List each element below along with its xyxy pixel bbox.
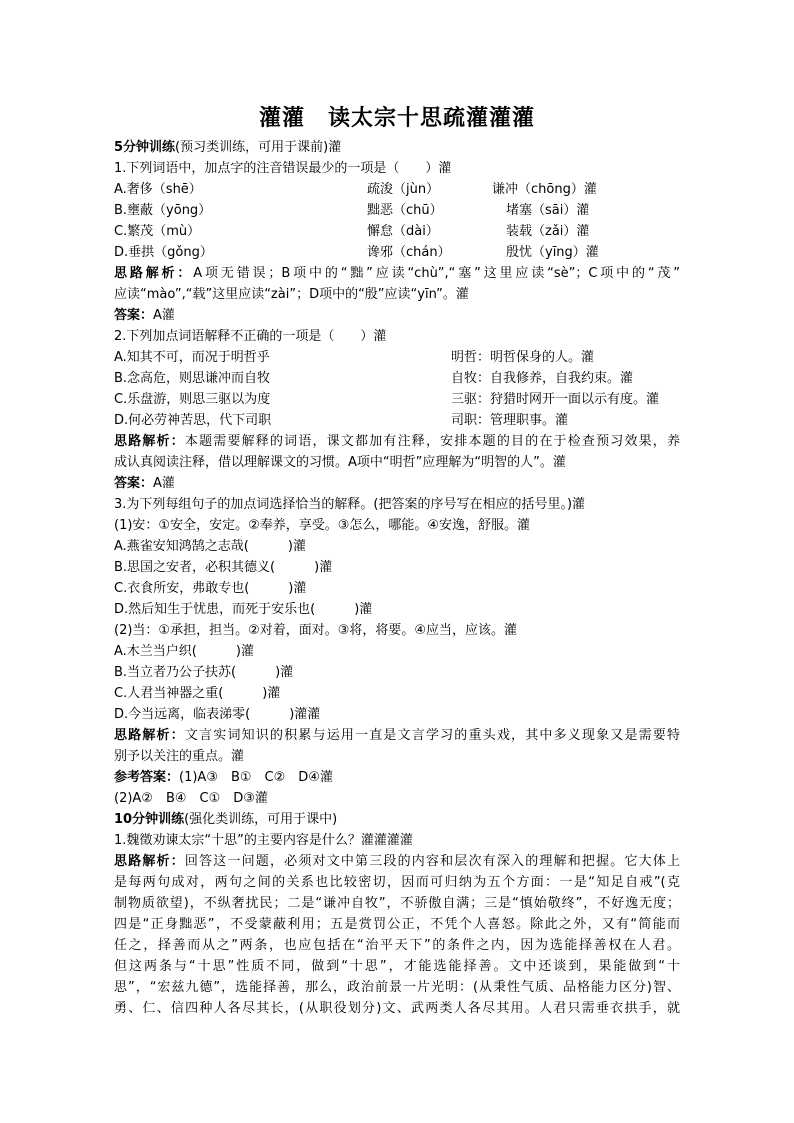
q3-item: A.木兰当户织( )灌: [114, 644, 254, 659]
analysis-text: 文言实词知识的积累与运用一直是文言学习的重头戏，其中多义现象又是需要特: [184, 728, 680, 743]
option-sentence: B.念高危，则思谦冲而自牧: [114, 371, 271, 386]
q2-option-row: [114, 369, 634, 389]
q3-item: A.燕雀安知鸿鹄之志哉( )灌: [114, 539, 306, 554]
analysis-text: 本题需要解释的词语，课文都加有注释，安排本题的目的在于检查预习效果，养: [184, 434, 680, 449]
section-heading-10min: [114, 810, 337, 830]
q4-analysis-line: 思”，“宏兹九德”，选能择善，那么，政治前景一片光明：(从秉性气质、品格能力区分)智、: [114, 980, 680, 995]
q3-answer-cont: (2)A② B④ C① D③灌: [114, 791, 268, 806]
q1-option-row: [114, 201, 590, 221]
q2-answer: [114, 474, 175, 494]
section-heading-note: (预习类训练，可用于课前)灌: [175, 140, 342, 155]
q4-analysis-line: 任之，择善而从之”两条，也应包括在“治平天下”的条件之内，因为选能择善权在人君。: [114, 938, 680, 953]
q4-analysis-line: 但这两条与“十思”性质不同，做到“十思”，才能选能择善。文中还谈到，果能做到“十: [114, 959, 680, 974]
section-heading-bold: 10分钟训练: [114, 812, 185, 827]
q1-analysis: [114, 264, 680, 284]
q1-option-row: [114, 243, 599, 263]
analysis-label: 思路解析：: [114, 266, 194, 281]
option-cell: 谗邪（chán）: [367, 245, 451, 260]
q1-answer: [114, 306, 175, 326]
q2-option-row: [114, 390, 660, 410]
answer-label: 答案：: [114, 476, 154, 491]
option-cell: 黜恶（chū）: [367, 203, 443, 218]
answer-text: (1)A③ B① C② D④灌: [179, 770, 333, 785]
q3-item: D.然后知生于忧患，而死于安乐也( )灌: [114, 602, 373, 617]
option-sentence: C.乐盘游，则思三驱以为度: [114, 392, 271, 407]
q3-answer: [114, 768, 333, 788]
q2-analysis: [114, 432, 680, 452]
q3-analysis-cont: 别予以关注的重点。灌: [114, 749, 245, 764]
answer-text: A灌: [153, 308, 175, 323]
option-cell: C.繁茂（mù）: [114, 224, 201, 239]
analysis-text: A项无错误；B项中的“黜”应读“chù”,“塞”这里应读“sè”；C项中的“茂”: [193, 266, 680, 281]
option-cell: D.垂拱（gǒng）: [114, 245, 213, 260]
page-title: 灌灌 读太宗十思疏灌灌灌: [258, 106, 535, 131]
q3-analysis: [114, 726, 680, 746]
q1-option-row: [114, 180, 597, 200]
answer-text: A灌: [153, 476, 175, 491]
analysis-text: 回答这一问题，必须对文中第三段的内容和层次有深入的理解和把握。它大体上: [184, 854, 680, 869]
section-heading-bold: 5分钟训练: [114, 140, 176, 155]
q4-analysis-line: 勇、仁、信四种人各尽其长，(从职役划分)文、武两类人各尽其用。人君只需垂衣拱手，就: [114, 1001, 680, 1016]
option-cell: 装载（zǎi）灌: [506, 224, 590, 239]
q2-option-row: [114, 348, 595, 368]
option-cell: A.奢侈（shē）: [114, 182, 202, 197]
option-cell: 懈怠（dài）: [367, 224, 439, 239]
q1-stem: 1.下列词语中，加点字的注音错误最少的一项是（ ）灌: [114, 161, 452, 176]
q1-analysis-cont: 应读“mào”,“载”这里应读“zài”；D项中的“殷”应读“yīn”。灌: [114, 287, 469, 302]
q1-option-row: [114, 222, 590, 242]
analysis-label: 思路解析：: [114, 434, 185, 449]
q4-analysis-line: 是每两句成对，两句之间的关系也比较密切，因而可归纳为五个方面：一是“知足自戒”(克: [114, 875, 680, 890]
q4-stem: 1.魏徵劝谏太宗“十思”的主要内容是什么？灌灌灌灌: [114, 833, 413, 848]
q3-stem: 3.为下列每组句子的加点词选择恰当的解释。(把答案的序号写在相应的括号里。)灌: [114, 497, 586, 512]
q4-analysis-line: 四是“正身黜恶”，不受蒙蔽利用；五是赏罚公正，不凭个人喜怒。除此之外，又有“简能而: [114, 917, 680, 932]
q3-item: D.今当远离，临表涕零( )灌灌: [114, 707, 321, 722]
option-sentence: A.知其不可，而况于明哲乎: [114, 350, 270, 365]
q3-item: C.衣食所安，弗敢专也( )灌: [114, 581, 307, 596]
option-sentence: D.何必劳神苦思，代下司职: [114, 413, 272, 428]
option-cell: 疏浚（jùn）: [367, 182, 440, 197]
option-definition: 明哲：明哲保身的人。灌: [451, 350, 595, 365]
q3-group1-definitions: (1)安：①安全，安定。②奉养，享受。③怎么，哪能。④安逸，舒服。灌: [114, 518, 531, 533]
option-definition: 自牧：自我修养，自我约束。灌: [451, 371, 634, 386]
answer-label: 答案：: [114, 308, 154, 323]
q2-option-row: [114, 411, 569, 431]
q4-analysis-line: 制物质欲望)，不纵奢扰民；二是“谦冲自牧”，不骄傲自满；三是“慎始敬终”，不好逸无度；: [114, 896, 680, 911]
option-definition: 三驱：狩猎时网开一面以示有度。灌: [451, 392, 660, 407]
option-cell: 谦冲（chōng）灌: [492, 182, 597, 197]
answer-label: 参考答案：: [114, 770, 180, 785]
analysis-label: 思路解析：: [114, 854, 185, 869]
section-heading-5min: [114, 138, 341, 158]
q2-analysis-cont: 成认真阅读注释，借以理解课文的习惯。A项中“明哲”应理解为“明智的人”。灌: [114, 455, 566, 470]
q3-item: C.人君当神器之重( )灌: [114, 686, 281, 701]
q4-analysis: [114, 852, 680, 872]
option-cell: 殷忧（yīng）灌: [506, 245, 599, 260]
option-definition: 司职：管理职事。灌: [451, 413, 569, 428]
q2-stem: 2.下列加点词语解释不正确的一项是（ ）灌: [114, 329, 387, 344]
q3-item: B.当立者乃公子扶苏( )灌: [114, 665, 294, 680]
section-heading-note: (强化类训练，可用于课中): [184, 812, 338, 827]
analysis-label: 思路解析：: [114, 728, 185, 743]
option-cell: 堵塞（sāi）灌: [506, 203, 590, 218]
q3-item: B.思国之安者，必积其德义( )灌: [114, 560, 333, 575]
option-cell: B.壅蔽（yōng）: [114, 203, 212, 218]
q3-group2-definitions: (2)当：①承担，担当。②对着，面对。③将，将要。④应当，应该。灌: [114, 623, 518, 638]
